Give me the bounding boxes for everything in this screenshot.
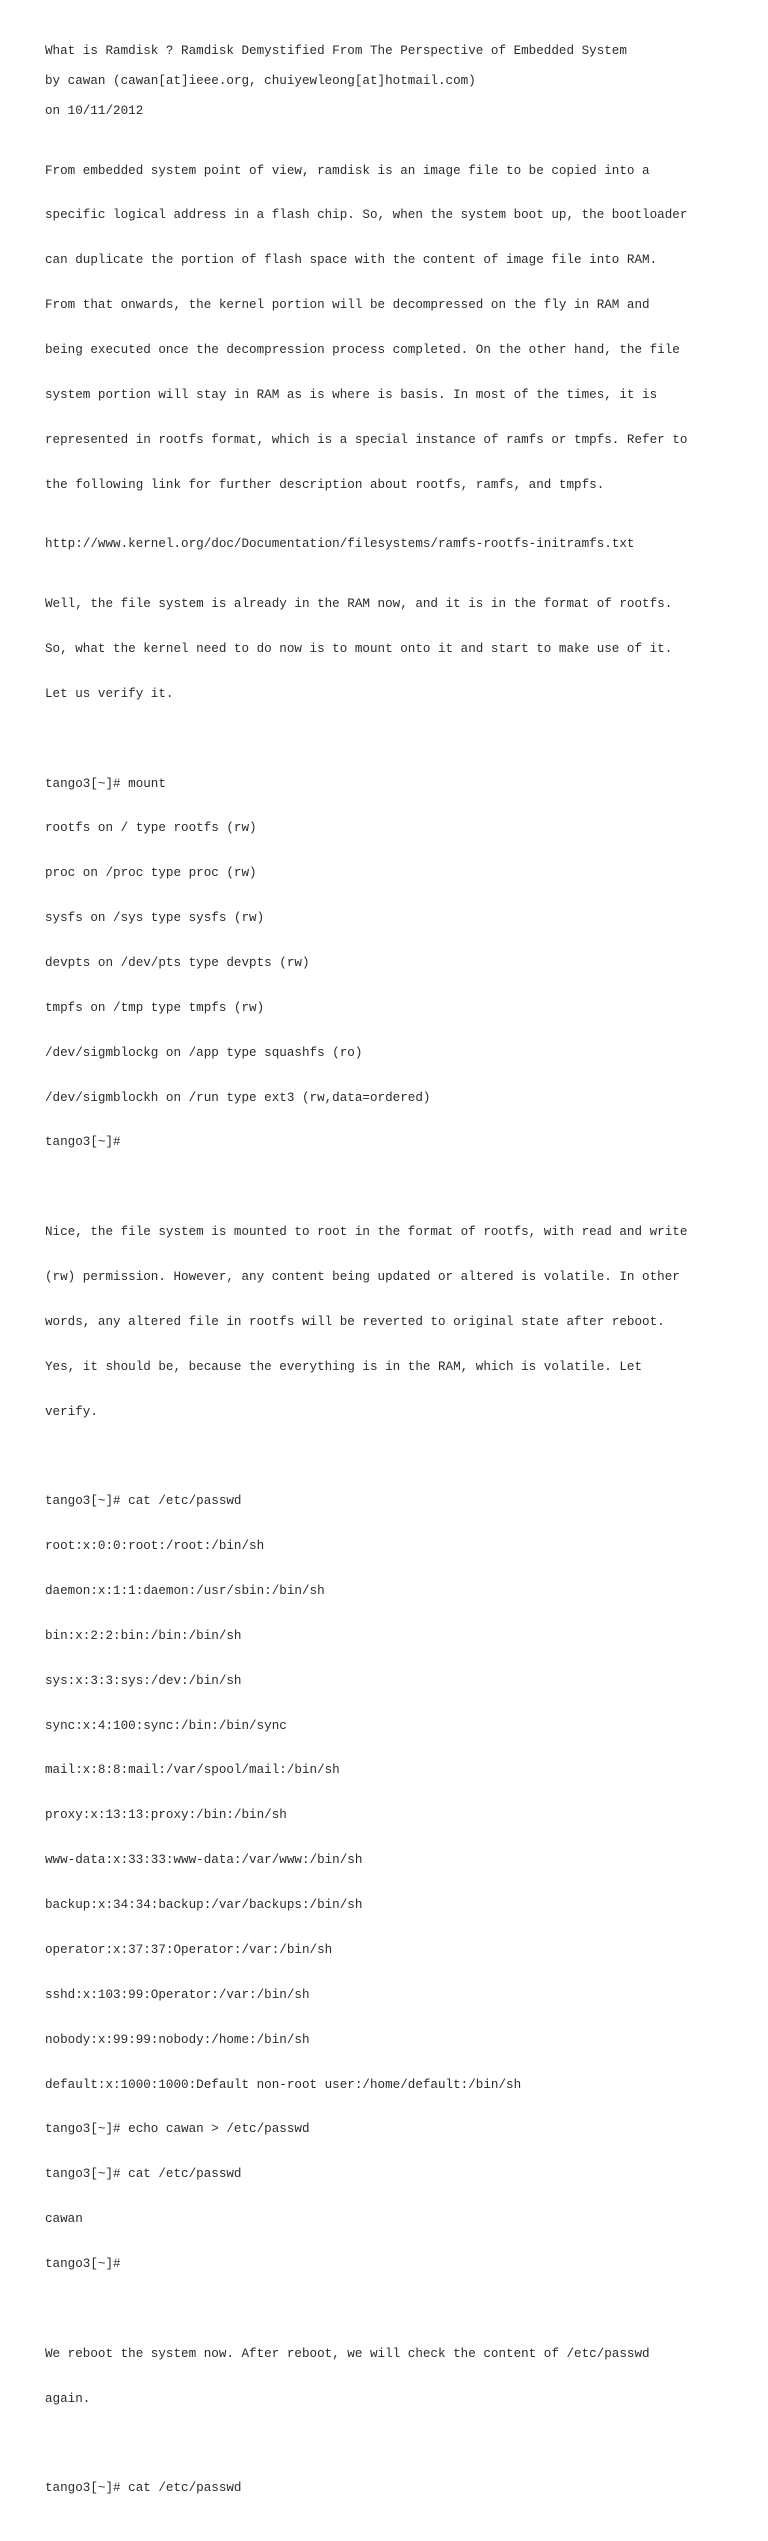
terminal-line: cawan [45,2212,83,2227]
terminal-line: proxy:x:13:13:proxy:/bin:/bin/sh [45,1808,287,1823]
terminal-line: backup:x:34:34:backup:/var/backups:/bin/sh [45,1898,363,1913]
paragraph-rootfs-mount [45,567,745,731]
terminal-line: tango3[~]# echo cawan > /etc/passwd [45,2122,310,2137]
terminal-line: devpts on /dev/pts type devpts (rw) [45,956,310,971]
text-line: Yes, it should be, because the everything is in the RAM, which is volatile. Let [45,1359,643,1374]
text-line: words, any altered file in rootfs will be reverted to original state after reboot. [45,1314,665,1329]
text-line: We reboot the system now. After reboot, we will check the content of /etc/passwd [45,2346,650,2361]
paragraph-volatile [45,1195,745,1449]
terminal-line: mail:x:8:8:mail:/var/spool/mail:/bin/sh [45,1763,340,1778]
terminal-line: /dev/sigmblockg on /app type squashfs (ro) [45,1045,363,1060]
terminal-line: /dev/sigmblockh on /run type ext3 (rw,data=ordered) [45,1090,431,1105]
terminal-line: tango3[~]# [45,1135,121,1150]
terminal-line: root:x:0:0:root:/root:/bin/sh [45,1539,265,1554]
text-line: the following link for further description about rootfs, ramfs, and tmpfs. [45,477,605,492]
text-line: being executed once the decompression process completed. On the other hand, the file [45,343,680,358]
text-line: represented in rootfs format, which is a special instance of ramfs or tmpfs. Refer to [45,432,688,447]
terminal-line: sys:x:3:3:sys:/dev:/bin/sh [45,1673,242,1688]
paragraph-ramdisk-intro [45,134,745,523]
text-line: system portion will stay in RAM as is where is basis. In most of the times, it is [45,387,658,402]
text-line: can duplicate the portion of flash space with the content of image file into RAM. [45,253,658,268]
text-line: specific logical address in a flash chip. So, when the system boot up, the bootloader [45,208,688,223]
text-line: From embedded system point of view, ramdisk is an image file to be copied into a [45,163,650,178]
terminal-line: bin:x:2:2:bin:/bin:/bin/sh [45,1628,242,1643]
terminal-line: tango3[~]# [45,2256,121,2271]
terminal-line: tango3[~]# cat /etc/passwd [45,2167,242,2182]
document-byline: by cawan (cawan[at]ieee.org, chuiyewleong[at]hotmail.com) [45,73,476,88]
document-date: on 10/11/2012 [45,103,144,118]
terminal-line: default:x:1000:1000:Default non-root user:/home/default:/bin/sh [45,2077,522,2092]
text-line: So, what the kernel need to do now is to mount onto it and start to make use of it. [45,642,673,657]
text-line: again. [45,2391,91,2406]
terminal-passwd-output [45,1464,745,2301]
terminal-line: rootfs on / type rootfs (rw) [45,821,257,836]
terminal-mount-output [45,747,745,1181]
terminal-line: operator:x:37:37:Operator:/var:/bin/sh [45,1942,333,1957]
terminal-passwd-after-reboot [45,2451,745,2526]
terminal-line: sshd:x:103:99:Operator:/var:/bin/sh [45,1987,310,2002]
terminal-line: tango3[~]# cat /etc/passwd [45,2481,242,2496]
document-body [45,44,745,2541]
terminal-line: nobody:x:99:99:nobody:/home:/bin/sh [45,2032,310,2047]
text-line: From that onwards, the kernel portion will be decompressed on the fly in RAM and [45,298,650,313]
text-line: Nice, the file system is mounted to root in the format of rootfs, with read and write [45,1225,688,1240]
terminal-line: sync:x:4:100:sync:/bin:/bin/sync [45,1718,287,1733]
text-line: Let us verify it. [45,686,174,701]
text-line: verify. [45,1404,98,1419]
terminal-line: daemon:x:1:1:daemon:/usr/sbin:/bin/sh [45,1584,325,1599]
document-title: What is Ramdisk ? Ramdisk Demystified From The Perspective of Embedded System [45,44,627,58]
paragraph-reboot [45,2317,745,2437]
terminal-line: tango3[~]# cat /etc/passwd [45,1494,242,1509]
text-line: (rw) permission. However, any content being updated or altered is volatile. In other [45,1270,680,1285]
kernel-doc-link: http://www.kernel.org/doc/Documentation/filesystems/ramfs-rootfs-initramfs.txt [45,537,635,552]
text-line: Well, the file system is already in the RAM now, and it is in the format of rootfs. [45,597,673,612]
terminal-line: proc on /proc type proc (rw) [45,866,257,881]
terminal-line: www-data:x:33:33:www-data:/var/www:/bin/sh [45,1853,363,1868]
terminal-line: sysfs on /sys type sysfs (rw) [45,911,265,926]
terminal-line: tmpfs on /tmp type tmpfs (rw) [45,1000,265,1015]
terminal-line: tango3[~]# mount [45,776,166,791]
